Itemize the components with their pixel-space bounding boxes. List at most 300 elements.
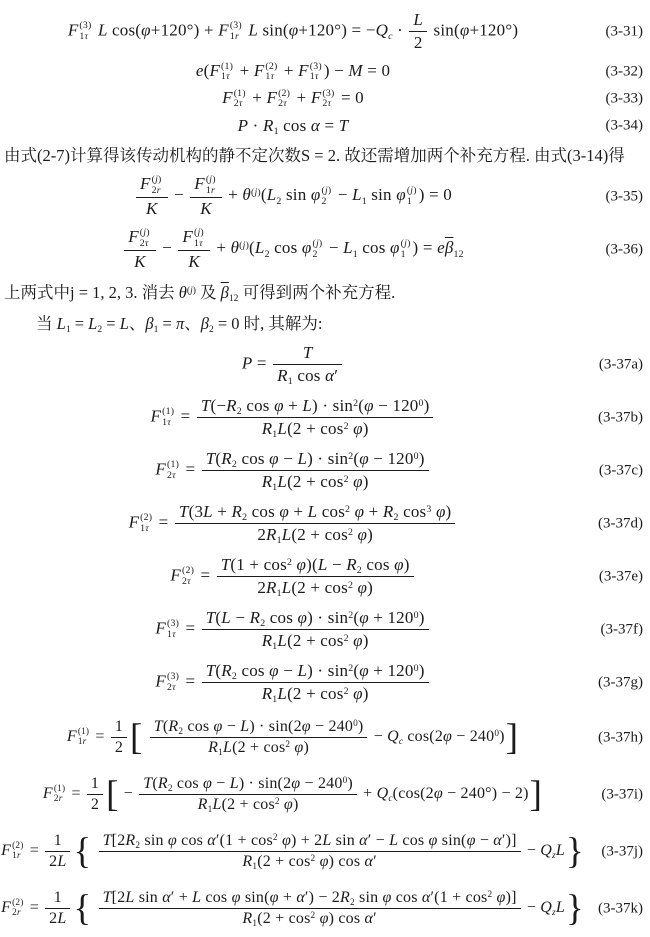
variable: L [277, 684, 288, 703]
variable: L [248, 20, 258, 40]
subscript: 12 [228, 293, 239, 305]
superscript: (j) [186, 284, 196, 296]
variable: L [317, 555, 328, 574]
equation-number: (3-37d) [598, 515, 643, 531]
big-delimiter: { [73, 886, 92, 928]
sub-sup-stack: (3) 1τ [79, 20, 92, 42]
equation-row [0, 391, 650, 444]
variable: β [200, 314, 209, 333]
variable: F [155, 618, 166, 638]
subscript: 1 [207, 805, 213, 816]
superscript: 2 [343, 420, 349, 432]
fraction: $\frac{T}{R_1 \cos \alpha'}$ [273, 343, 342, 386]
variable: α [162, 889, 171, 906]
superscript: 2 [347, 526, 354, 538]
variable: τ [238, 98, 243, 110]
equation-row [0, 766, 650, 823]
superscript: 2 [348, 662, 354, 674]
equation-math: F (2) 2r = $\frac{1}{2L}$ { T[2L sin α′ + L cos φ $\sin(\varphi + \alpha') - 2R_2$ sin φ $\cos \alpha'(1 + \cos^2 \varphi)$] $R_1(2 + \cos^2 \varphi)$ cos α′ − $Q_zL$} [1, 886, 584, 930]
superscript: 2 [310, 853, 316, 864]
paragraph-text: 上两式中j = 1, 2, 3. 消去 $\theta^{(j)}$ 及 $\overline{\beta}_{12}$ 可得到两个补充方程. [4, 283, 396, 305]
variable: F [150, 406, 162, 426]
variable: φ [301, 238, 312, 258]
superscript: 2 [310, 910, 316, 921]
variable: α [359, 832, 368, 849]
variable: L [352, 185, 362, 205]
variable: c [398, 737, 404, 748]
variable: L [297, 661, 308, 680]
variable: φ [231, 889, 241, 906]
sub-sup-stack: (3) 2τ [322, 87, 335, 110]
variable: P [237, 115, 249, 135]
subscript: 2 [178, 727, 184, 738]
variable: R [261, 631, 273, 650]
variable: φ [428, 832, 438, 849]
superscript: (j) [239, 239, 250, 251]
variable: τ [199, 237, 203, 249]
variable: F [140, 174, 151, 194]
variable: F [128, 227, 139, 247]
variable: L [125, 889, 135, 906]
subscript: 12 [453, 248, 464, 260]
variable: L [277, 472, 288, 491]
variable: φ [319, 853, 329, 870]
fraction: $\frac{T(R_2 \cos \varphi - L) \cdot \sin^2(\varphi + 120^0)}{R_1L(2 + \cos^2 \varphi)}$ [202, 661, 429, 704]
fraction [190, 174, 222, 218]
equation-row [0, 170, 650, 223]
variable: Q [540, 899, 553, 917]
paragraph [0, 307, 650, 338]
subscript [388, 31, 393, 42]
variable: α [493, 832, 502, 849]
variable: L [389, 832, 399, 849]
equation-math: F (3) 2τ = $\frac{T(R_2 \cos \varphi - L) \cdot \sin^2(\varphi + 120^0)}{R_1L(2 + \cos^2 \varphi)}$ [155, 661, 430, 704]
variable: T [102, 832, 112, 849]
variable: φ [269, 661, 279, 680]
sub-sup-stack: (2) 1τ [265, 60, 278, 83]
variable: R [242, 910, 253, 927]
subscript [399, 737, 403, 747]
equation-row [0, 880, 650, 937]
variable: φ [359, 661, 369, 680]
equation-row [0, 5, 650, 58]
equation-math: P = $\frac{T}{R_1 \cos \alpha'}$ [242, 343, 344, 386]
variable: r [234, 30, 239, 42]
variable: π [175, 314, 185, 333]
variable: R [346, 555, 357, 574]
subscript: 1 [65, 324, 71, 336]
superscript: 0 [413, 450, 419, 462]
equation-number: (3-34) [605, 117, 643, 133]
superscript: 0 [413, 609, 419, 621]
variable: α [421, 889, 431, 906]
sub-sup-stack: (j) 2 [312, 238, 323, 260]
variable: T [200, 396, 211, 415]
variable: r [82, 736, 87, 747]
variable: φ [291, 775, 301, 792]
variable: L [56, 314, 66, 333]
variable: φ [297, 608, 308, 627]
variable: τ [167, 416, 171, 428]
subscript: 2 [135, 841, 141, 852]
variable: φ [466, 832, 476, 849]
fraction: $\frac{1}{2}$ [111, 718, 127, 757]
variable: T [302, 343, 313, 362]
subscript: 1 [272, 641, 278, 653]
subscript: 1 [153, 324, 159, 336]
equation-math: F (2) 2τ = $\frac{T(1 + \cos^2 \varphi)(L - R_2 \cos \varphi)}{2R_1L(2 + \cos^2 \varphi)}$ [170, 555, 415, 598]
variable: F [218, 20, 229, 40]
equation-math: F (1) 2τ = $\frac{T(R_2 \cos \varphi - L) \cdot \sin^2(\varphi - 120^0)}{R_1L(2 + \cos^2 \varphi)}$ [155, 449, 430, 492]
equation-number: (3-36) [605, 241, 643, 257]
equation-row [0, 444, 650, 497]
variable: φ [354, 502, 365, 521]
variable: R [277, 366, 288, 385]
variable: φ [353, 472, 363, 491]
variable: τ [172, 469, 176, 481]
variable: τ [145, 522, 150, 534]
variable: R [339, 889, 350, 906]
variable: F [1, 842, 12, 860]
variable: Q [375, 20, 389, 40]
variable: α [310, 115, 321, 135]
variable: F [266, 87, 278, 107]
superscript: 2 [487, 889, 493, 900]
sub-sup-stack: (j) 2 [321, 185, 332, 207]
big-delimiter: [ [106, 772, 119, 814]
variable: θ [230, 238, 240, 258]
equation-row [0, 709, 650, 766]
variable: τ [327, 98, 332, 110]
superscript: 2 [353, 397, 359, 409]
sub-sup-stack: (j) 2τ [139, 227, 150, 249]
equation-number: (3-31) [605, 23, 643, 39]
equation-math: F (3) 1τ = $\frac{T(L - R_2 \cos \varphi) \cdot \sin^2(\varphi + 120^0)}{R_1L(2 + \cos^2 \varphi)}$ [155, 608, 430, 651]
variable: z [552, 851, 556, 862]
sub-sup-stack: (2) 1τ [140, 512, 153, 534]
variable: F [42, 785, 53, 803]
subscript: 2 [208, 324, 214, 336]
equation-number: (3-37h) [598, 729, 643, 745]
sub-sup-stack: (1) 1τ [221, 60, 234, 83]
paragraph [0, 276, 650, 307]
variable: K [134, 251, 146, 271]
fraction [178, 227, 210, 271]
variable: φ [310, 185, 321, 205]
equation-row [0, 85, 650, 112]
variable: F [66, 728, 77, 746]
superscript: 2 [343, 473, 349, 485]
equation-math: F (j) 2τ K − F (j) 1τ K + $\theta^{(j)}(L_2$ cos φ (j) 2 − $L_1$ cos φ (j) 1 ) = $e\overline{\beta}_{12}$ [122, 227, 464, 271]
variable: r [16, 850, 21, 861]
variable: K [146, 198, 158, 218]
variable: φ [435, 502, 446, 521]
variable: L [88, 314, 98, 333]
subscript: 2 [231, 459, 237, 471]
fraction: $\frac{L}{2}$ [409, 10, 427, 53]
subscript: 2 [264, 248, 270, 260]
variable: T [102, 889, 112, 906]
equation-number: (3-33) [605, 90, 643, 106]
equation-row [0, 338, 650, 391]
superscript: 2 [274, 796, 280, 807]
variable: φ [496, 889, 506, 906]
variable: α [325, 366, 335, 385]
variable: r [210, 184, 215, 196]
fraction: $\frac{T(R_2 \cos \varphi - L) \cdot \sin^2(\varphi - 120^0)}{R_1L(2 + \cos^2 \varphi)}$ [202, 449, 429, 492]
variable: φ [319, 910, 329, 927]
variable: e [437, 238, 445, 258]
sub-sup-stack: (j) 2r [151, 174, 162, 196]
variable: Q [540, 842, 553, 860]
equation-math: F (1) 1r = $\frac{1}{2}$ [ $\frac{T(R_2 \cos \varphi - L) \cdot \sin(2\varphi - 240^0)}{R_1L(2 + \cos^2 \varphi)}$ − $Q_c$ $\cos(2\varphi - 240^0)$] [66, 715, 519, 759]
equation-row [0, 656, 650, 709]
variable: R [125, 832, 136, 849]
variable: φ [353, 684, 363, 703]
variable: φ [281, 832, 291, 849]
variable: L [307, 502, 318, 521]
variable: j [254, 186, 258, 198]
subscript [388, 794, 392, 804]
sub-sup-stack: (2) 2τ [182, 565, 195, 587]
variable: F [222, 87, 233, 107]
variable: φ [274, 396, 284, 415]
overline [221, 283, 229, 302]
variable: $\overline{\beta}$ [220, 283, 229, 302]
variable: T [143, 775, 153, 792]
variable: R [266, 525, 277, 544]
equation-number: (3-37g) [598, 674, 643, 690]
variable: j [404, 238, 408, 250]
variable: φ [357, 578, 368, 597]
sub-sup-stack: (j) 1 [406, 185, 417, 207]
variable: L [322, 832, 332, 849]
big-delimiter: ] [529, 772, 543, 814]
subscript: 1 [287, 376, 293, 388]
sub-sup-stack: (2) 1r [12, 841, 24, 861]
subscript [552, 908, 556, 918]
big-delimiter: } [565, 886, 584, 928]
fraction: $\frac{1}{2}$ [87, 775, 103, 814]
sub-sup-stack: (j) 1r [205, 174, 216, 196]
variable: L [277, 631, 288, 650]
variable: r [156, 184, 161, 196]
variable: θ [178, 283, 187, 302]
big-delimiter: { [73, 829, 92, 871]
variable: L [413, 10, 424, 29]
equation-math: F (2) 1τ = $\frac{T(3L + R_2 \cos \varphi + L \cos^2 \varphi + R_2 \cos^3 \varphi)}{2R_1L(2 + \cos^2 \varphi)}$ [129, 502, 458, 545]
sub-sup-stack: (2) 2r [12, 898, 24, 918]
subscript: 2 [97, 324, 103, 336]
variable: F [209, 60, 221, 80]
sub-sup-stack: (j) 1 [400, 238, 411, 260]
variable: T [153, 718, 163, 735]
superscript: 2 [345, 503, 351, 515]
variable: R [382, 502, 394, 521]
equation-math: e(F (1) 1τ + F (2) 1τ + F (3) 1τ ) − M = 0 [195, 60, 391, 83]
variable: j [143, 227, 147, 239]
variable: θ [242, 185, 251, 205]
variable: T [220, 555, 231, 574]
fraction: $\frac{1}{2L}$ [45, 889, 70, 928]
subscript: 1 [352, 248, 358, 260]
equation-number: (3-37i) [601, 786, 643, 802]
variable: j [324, 185, 328, 197]
paragraph-text: 由式(2-7)计算得该传动机构的静不定次数S = 2. 故还需增加两个补充方程. 由式(3-14)得 [4, 146, 625, 165]
variable: φ [294, 739, 304, 756]
equation-number: (3-37e) [598, 568, 643, 584]
variable: T [205, 661, 216, 680]
variable: F [298, 60, 309, 80]
variable: τ [84, 30, 89, 42]
superscript: (j) [250, 186, 261, 198]
variable: K [200, 198, 212, 218]
variable: L [281, 525, 292, 544]
equation-number: (3-32) [605, 63, 643, 79]
variable: F [194, 174, 205, 194]
variable: Q [376, 785, 389, 803]
variable: φ [357, 525, 368, 544]
superscript: 0 [342, 775, 348, 786]
content [0, 5, 650, 937]
variable: L [343, 238, 353, 258]
variable: R [261, 419, 273, 438]
fraction: $\frac{1}{2L}$ [45, 832, 70, 871]
variable: r [58, 793, 63, 804]
variable: L [192, 889, 202, 906]
sub-sup-stack: (j) 1τ [193, 227, 204, 249]
subscript: 1 [272, 429, 278, 441]
equation-number: (3-37a) [598, 356, 643, 372]
equation-math: F (2) 1r = $\frac{1}{2L}$ { $T[2R_2$ sin φ $\cos \alpha'(1 + \cos^2 \varphi) + 2L$ sin α′ − L cos φ sin(φ − α′)] $R_1(2 + \cos^2 \varphi)$ cos α′ − $Q_zL$} [1, 829, 584, 873]
variable: F [155, 671, 166, 691]
variable: F [128, 512, 140, 532]
variable: φ [288, 20, 299, 40]
equation-number: (3-35) [605, 188, 643, 204]
variable: R [231, 502, 243, 521]
sub-sup-stack: (1) 1τ [162, 406, 175, 428]
variable: R [266, 578, 277, 597]
variable: L [240, 718, 250, 735]
subscript [552, 851, 556, 861]
superscript: 3 [426, 503, 432, 515]
fraction: $\frac{T(R_2 \cos \varphi - L) \cdot \sin(2\varphi - 240^0)}{R_1L(2 + \cos^2 \varphi)}$ [150, 718, 368, 757]
big-delimiter: ] [505, 715, 519, 757]
variable: φ [459, 20, 470, 40]
variable: T [205, 608, 216, 627]
superscript: 0 [494, 729, 500, 740]
equation-math: F (1) 1τ = $\frac{T(-R_2 \cos \varphi + L) \cdot \sin^2(\varphi - 120^0)}{R_1L(2 + \cos^2 \varphi)}$ [151, 396, 436, 439]
equation-number: (3-37k) [598, 900, 643, 916]
variable: φ [301, 718, 311, 735]
variable: F [1, 899, 12, 917]
subscript: 1 [272, 482, 278, 494]
variable: F [182, 227, 193, 247]
big-delimiter: } [565, 829, 584, 871]
fraction: $\frac{T(3L + R_2 \cos \varphi + L \cos^2 \varphi + R_2 \cos^3 \varphi)}{2R_1L(2 + \cos^2 \varphi)}$ [175, 502, 456, 545]
variable: φ [353, 419, 363, 438]
variable: φ [443, 728, 453, 746]
equation-math: F (1) 2r = $\frac{1}{2}$ [ − $\frac{T(R_2 \cos \varphi - L) \cdot \sin(2\varphi - 240^0)}{R_1L(2 + \cos^2 \varphi)}$ + $Q_c(\cos(2\varphi - 240^\circ) - 2)$] [42, 772, 543, 816]
variable: L [266, 185, 277, 205]
fraction: T[2L sin α′ + L cos φ $\sin(\varphi + \alpha') - 2R_2$ sin φ $\cos \alpha'(1 + \cos^2 \varphi)$] $R_1(2 + \cos^2 \varphi)$ cos α′ [99, 889, 521, 928]
subscript: 1 [252, 919, 258, 930]
variable: φ [279, 502, 289, 521]
variable: α [296, 889, 305, 906]
variable: φ [269, 449, 279, 468]
superscript: 2 [347, 579, 354, 591]
sub-sup-stack: (1) 2τ [233, 87, 246, 110]
sub-sup-stack: (3) 1τ [166, 618, 180, 640]
variable: L [212, 796, 222, 813]
variable: F [310, 87, 322, 107]
fraction [124, 227, 156, 271]
variable: j [410, 185, 414, 197]
sub-sup-stack: (1) 2r [53, 784, 66, 804]
subscript: 2 [236, 406, 242, 418]
overline [445, 238, 454, 257]
variable: T [338, 115, 349, 135]
subscript: 2 [349, 898, 355, 909]
variable: α [364, 853, 374, 870]
variable: R [263, 115, 274, 135]
variable: j [197, 227, 201, 239]
variable: φ [359, 608, 369, 627]
variable: $\overline{\beta}$ [444, 238, 454, 258]
equation-math: $P \cdot R_1$ cos α = T [237, 115, 349, 137]
variable: τ [226, 71, 230, 83]
subscript: 1 [361, 195, 367, 207]
sub-sup-stack: (3) 1r [229, 20, 242, 42]
equation-row [0, 550, 650, 603]
equation-math: F (j) 2r K − F (j) 1r K + $\theta^{(j)}(L_2$ sin φ (j) 2 − $L_1$ sin φ (j) 1 ) = 0 [134, 174, 452, 218]
subscript: 2 [167, 784, 173, 795]
variable: φ [296, 555, 307, 574]
variable: c [388, 30, 393, 42]
superscript: 2 [343, 632, 349, 644]
fraction [136, 174, 168, 218]
sub-sup-stack: (3) 2τ [166, 671, 180, 693]
variable: τ [172, 681, 176, 693]
variable: M [348, 60, 363, 80]
variable: τ [283, 98, 287, 110]
fraction: $\frac{T(-R_2 \cos \varphi + L) \cdot \sin^2(\varphi - 120^0)}{R_1L(2 + \cos^2 \varphi)}$ [197, 396, 434, 439]
variable: L [277, 419, 288, 438]
variable: α [207, 832, 216, 849]
variable: L [297, 449, 308, 468]
variable: φ [390, 238, 400, 258]
variable: j [315, 238, 319, 250]
equation-number: (3-37f) [600, 621, 643, 637]
variable: τ [172, 628, 176, 640]
variable: L [302, 396, 313, 415]
variable: L [97, 20, 108, 40]
superscript: 0 [413, 662, 419, 674]
variable: φ [269, 889, 279, 906]
superscript: 2 [286, 556, 293, 568]
variable: T [178, 502, 189, 521]
variable: L [119, 314, 129, 333]
variable: L [281, 578, 292, 597]
variable: F [170, 565, 181, 585]
variable: R [168, 718, 179, 735]
superscript: 2 [343, 685, 349, 697]
subscript: 2 [356, 565, 362, 577]
sub-sup-stack: (3) 1τ [309, 60, 322, 83]
variable: φ [433, 785, 443, 803]
variable: T [205, 449, 216, 468]
variable: φ [364, 396, 374, 415]
